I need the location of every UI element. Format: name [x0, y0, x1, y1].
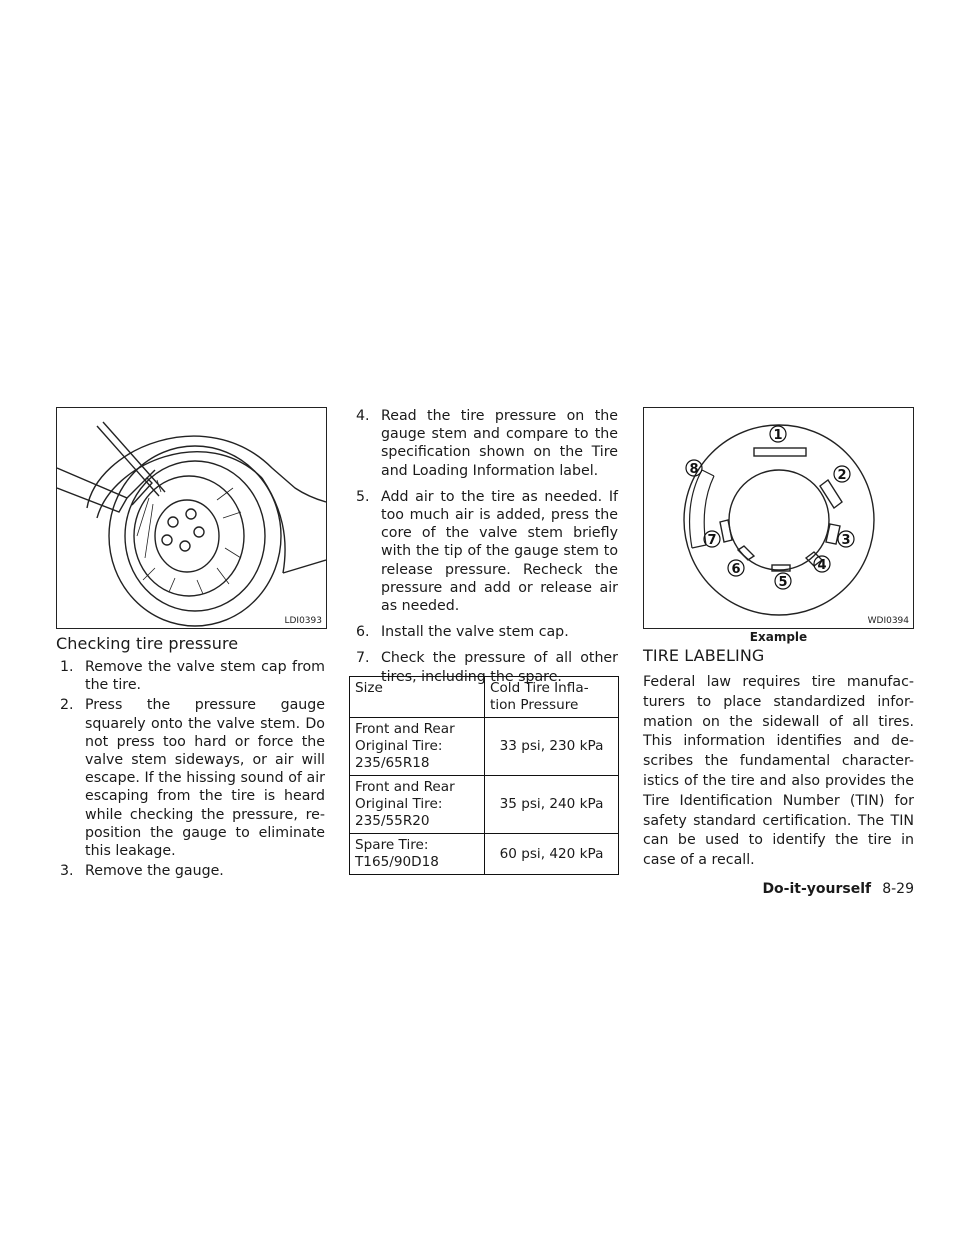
- table-cell-pressure: 60 psi, 420 kPa: [485, 834, 619, 875]
- step-number: 3.: [60, 863, 74, 880]
- table-cell-size: Spare Tire: T165/90D18: [350, 834, 485, 875]
- footer-page-number: 8-29: [882, 881, 914, 897]
- step-text: Press the pressure gauge squarely onto the valve stem. Do not press too hard or force the valve stem sideways, or air will escape. If the hissing sound of air escaping from the tire is heard while checking the pressure, re-position the gauge to eliminate this leakage.: [85, 697, 325, 860]
- table-row: [350, 776, 619, 834]
- step-item: [60, 696, 325, 860]
- labeling-body: Federal law requires tire manufac-turers to place standardized infor-mation on the sidewall of all tires. This information identifies and de-scribes the fundamental character-istics of the tire and also provides the Tire Identification Number (TIN) for safety standard certification. The TIN can be used to identify the tire in case of a recall.: [643, 674, 914, 869]
- steps-list-middle: [356, 407, 618, 688]
- table-header-size: Size: [350, 677, 485, 718]
- step-number: 7.: [356, 650, 370, 667]
- table-cell-size: Front and Rear Original Tire: 235/65R18: [350, 718, 485, 776]
- table-row: [350, 718, 619, 776]
- callout-7: [704, 531, 720, 548]
- table-header-row: [350, 677, 619, 718]
- step-text: Remove the valve stem cap from the tire.: [85, 659, 325, 694]
- step-item: [60, 862, 325, 880]
- svg-text:8: 8: [689, 462, 699, 477]
- callout-5: [775, 573, 791, 590]
- step-text: Add air to the tire as needed. If too much air is added, press the core of the valve stem briefly with the tip of the gauge stem to release pressure. Recheck the pressure and add or release air as needed.: [381, 488, 618, 615]
- section-title-labeling: TIRE LABELING: [643, 646, 765, 665]
- figure-code: WDI0394: [867, 616, 909, 626]
- tire-labeling-figure: [643, 407, 914, 629]
- page-footer: [762, 878, 914, 897]
- step-number: 1.: [60, 659, 74, 675]
- step-item: [356, 488, 618, 615]
- step-number: 4.: [356, 408, 370, 424]
- section-title-checking: Checking tire pressure: [56, 634, 239, 653]
- step-text: Remove the gauge.: [85, 863, 224, 880]
- step-number: 2.: [60, 697, 74, 714]
- table-cell-pressure: 33 psi, 230 kPa: [485, 718, 619, 776]
- table-row: [350, 834, 619, 875]
- tire-pressure-table: [349, 676, 619, 875]
- step-item: [356, 407, 618, 480]
- svg-text:2: 2: [837, 468, 847, 483]
- callout-6: [728, 560, 744, 577]
- table-cell-size: Front and Rear Original Tire: 235/55R20: [350, 776, 485, 834]
- steps-list-left: [60, 658, 325, 882]
- table-cell-pressure: 35 psi, 240 kPa: [485, 776, 619, 834]
- svg-text:5: 5: [778, 575, 788, 590]
- step-number: 6.: [356, 624, 370, 641]
- tire-gauge-figure: [56, 407, 327, 629]
- callout-1: [770, 426, 786, 443]
- step-number: 5.: [356, 488, 370, 505]
- svg-text:7: 7: [707, 533, 717, 548]
- step-text: Install the valve stem cap.: [381, 624, 569, 641]
- table-header-pressure: Cold Tire Infla-tion Pressure: [485, 677, 619, 718]
- footer-section-name: Do-it-yourself: [762, 881, 872, 897]
- figure-code: LDI0393: [284, 616, 322, 626]
- step-text: Check the pressure of all other tires, including the spare.: [381, 650, 618, 685]
- step-item: [356, 623, 618, 641]
- tire-sidewall-diagram: [644, 408, 913, 628]
- callout-3: [838, 531, 854, 548]
- svg-text:1: 1: [773, 428, 783, 443]
- step-text: Read the tire pressure on the gauge stem and compare to the specification shown on the Tire and Loading Information label.: [381, 408, 618, 479]
- svg-text:6: 6: [731, 562, 741, 577]
- svg-text:4: 4: [817, 558, 827, 573]
- step-item: [60, 658, 325, 694]
- figure-caption: Example: [749, 630, 808, 644]
- tire-gauge-illustration: [57, 408, 326, 628]
- callout-2: [834, 466, 850, 483]
- svg-text:3: 3: [841, 533, 851, 548]
